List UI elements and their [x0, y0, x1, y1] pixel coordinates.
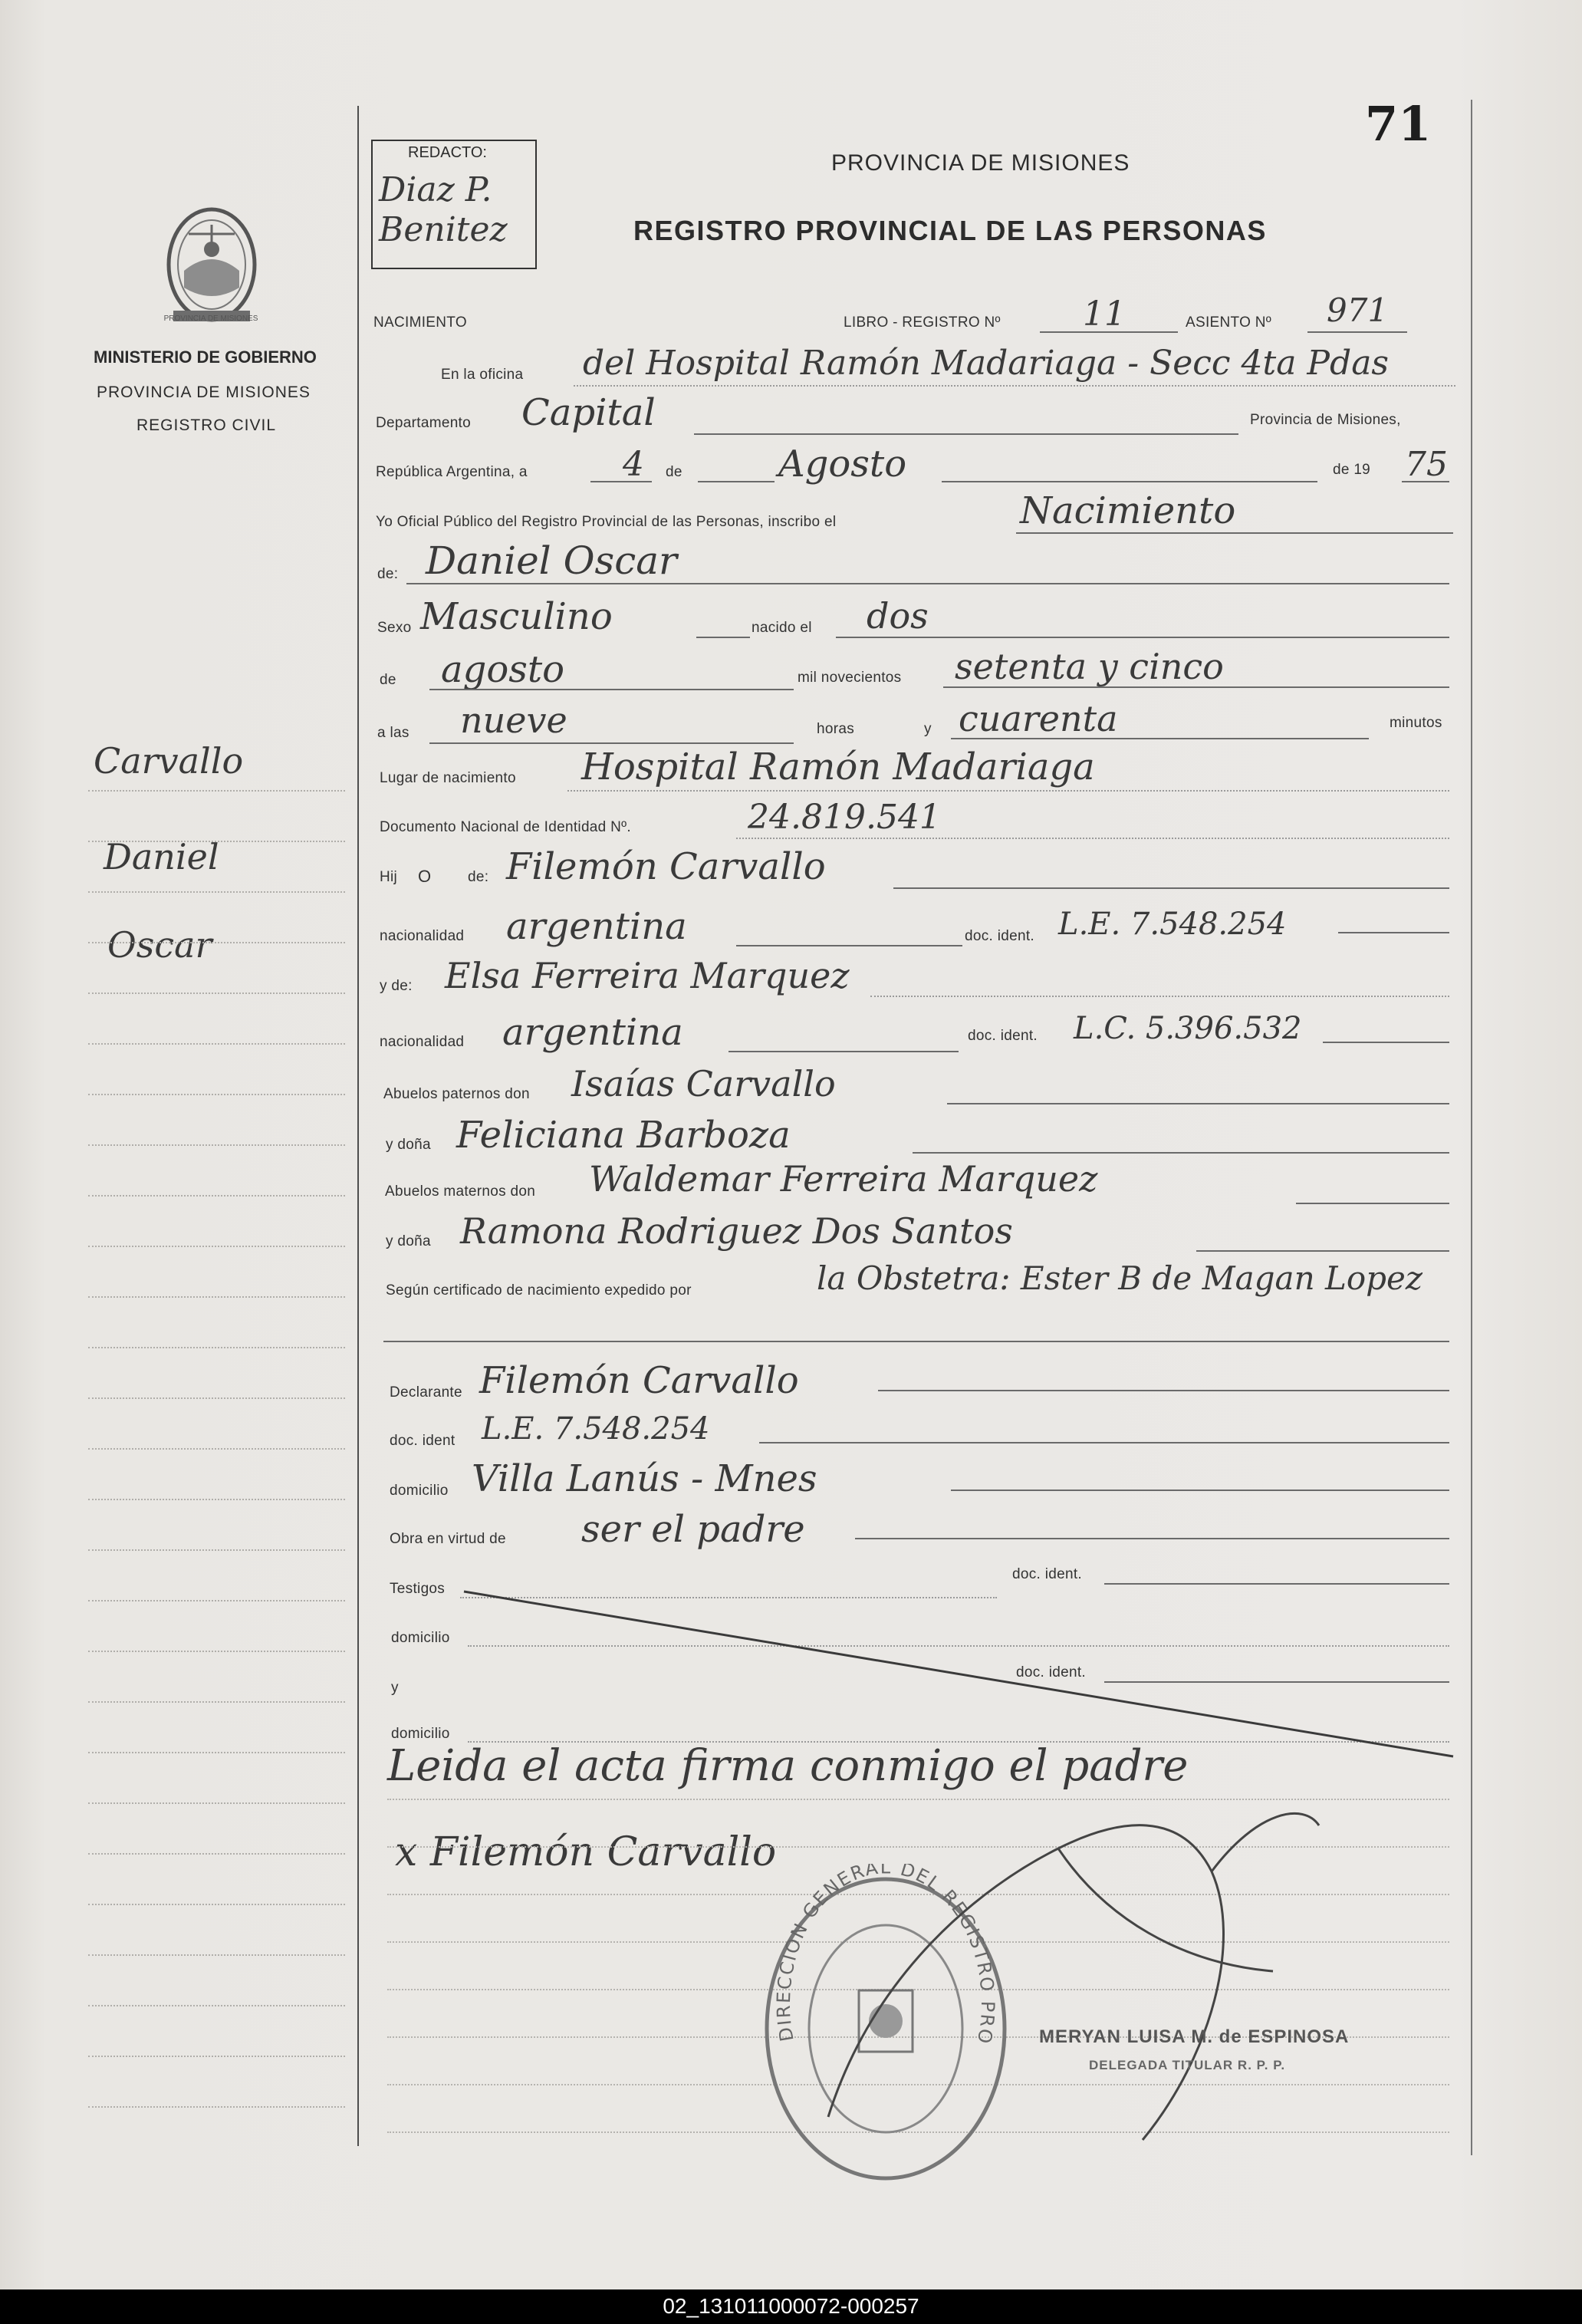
certificado-value: la Obstetra: Ester B de Magan Lopez — [817, 1259, 1423, 1297]
stamp-arc-text: DIRECCION GENERAL DEL REGISTRO PRO — [772, 1864, 999, 2046]
asiento-value: 971 — [1327, 291, 1389, 329]
margin-ruled-line — [88, 1195, 345, 1197]
sexo-label: Sexo — [377, 620, 412, 636]
doc-padre-value: L.E. 7.548.254 — [1058, 907, 1287, 942]
departamento-label: Departamento — [376, 415, 472, 431]
doc-declarante-label: doc. ident — [390, 1433, 456, 1449]
margin-ruled-line — [88, 1144, 345, 1146]
margin-ruled-line — [88, 942, 345, 943]
abuela-paterna-value: Feliciana Barboza — [456, 1114, 791, 1157]
coat-of-arms-seal — [150, 203, 273, 326]
oficina-label: En la oficina — [441, 367, 524, 383]
nacionalidad-padre-label: nacionalidad — [380, 928, 465, 944]
margin-ruled-line — [88, 1296, 345, 1298]
header-province: PROVINCIA DE MISIONES — [831, 150, 1130, 176]
right-margin-rule — [1471, 100, 1472, 2155]
oficina-value: del Hospital Ramón Madariaga - Secc 4ta Pdas — [583, 344, 1390, 383]
redacto-label: REDACTO: — [408, 144, 487, 161]
doc-declarante-value: L.E. 7.548.254 — [482, 1411, 710, 1447]
nacionalidad-madre-label: nacionalidad — [380, 1034, 465, 1050]
lugar-value: Hospital Ramón Madariaga — [581, 746, 1095, 788]
testigos-label: Testigos — [390, 1581, 446, 1597]
doc-padre-label: doc. ident. — [965, 928, 1034, 944]
dni-value: 24.819.541 — [748, 798, 941, 837]
minutos-value: cuarenta — [959, 698, 1118, 739]
margin-ruled-line — [88, 1347, 345, 1348]
page-number: 71 — [1365, 96, 1432, 152]
abuelo-materno-value: Waldemar Ferreira Marquez — [589, 1158, 1098, 1200]
nacido-value: dos — [867, 595, 929, 637]
nacimiento-label: NACIMIENTO — [373, 314, 467, 331]
declarante-label: Declarante — [390, 1384, 462, 1401]
obra-value: ser el padre — [581, 1508, 805, 1551]
yde-label: y de: — [380, 978, 413, 994]
nacionalidad-padre-value: argentina — [506, 905, 687, 948]
margin-ruled-line — [88, 1397, 345, 1399]
dni-label: Documento Nacional de Identidad Nº. — [380, 819, 631, 835]
seal-caption: PROVINCIA DE MISIONES — [163, 314, 258, 323]
margin-ruled-line — [88, 1448, 345, 1450]
year-prefix-label: de 19 — [1333, 462, 1371, 478]
inscribo-value: Nacimiento — [1020, 489, 1236, 532]
departamento-value: Capital — [521, 391, 656, 434]
anio-letras-value: setenta y cinco — [955, 646, 1224, 687]
closing-note: Leida el acta firma conmigo el padre — [387, 1741, 1189, 1791]
redacto-box — [371, 140, 537, 269]
declarante-signature: x Filemón Carvallo — [395, 1829, 777, 1875]
horas-label: horas — [817, 721, 855, 737]
certificado-label: Según certificado de nacimiento expedido por — [386, 1282, 692, 1299]
margin-ruled-line — [88, 2106, 345, 2108]
margin-ruled-line — [88, 1651, 345, 1652]
header-title: REGISTRO PROVINCIAL DE LAS PERSONAS — [633, 215, 1267, 246]
margin-ruled-line — [88, 1954, 345, 1956]
padre-value: Filemón Carvallo — [506, 845, 826, 888]
margin-ruled-line — [88, 1752, 345, 1753]
year-value: 75 — [1405, 445, 1448, 484]
oficial-label: Yo Oficial Público del Registro Provincial de las Personas, inscribo el — [376, 514, 837, 530]
ydona-paterna-label: y doña — [386, 1137, 431, 1153]
registrar-signature — [782, 1779, 1334, 2163]
sexo-value: Masculino — [420, 595, 613, 638]
y-testigo2-label: y — [391, 1680, 399, 1696]
margin-ruled-line — [88, 1499, 345, 1500]
provincia-label: Provincia de Misiones, — [1250, 412, 1401, 428]
margin-ruled-line — [88, 841, 345, 842]
footer-bar — [0, 2289, 1582, 2324]
margin-ruled-line — [88, 2005, 345, 2006]
declarante-value: Filemón Carvallo — [479, 1359, 799, 1402]
footer-code: 02_131011000072-000257 — [663, 2294, 919, 2318]
hijo-label: Hij — [380, 869, 398, 885]
mes2-value: agosto — [441, 648, 565, 691]
ydona-materna-label: y doña — [386, 1233, 431, 1249]
madre-value: Elsa Ferreira Marquez — [445, 955, 850, 996]
domicilio-testigo2-label: domicilio — [391, 1726, 450, 1742]
margin-second-name: Oscar — [107, 924, 212, 966]
margin-ruled-line — [88, 1549, 345, 1551]
doc-testigo1-label: doc. ident. — [1012, 1566, 1082, 1582]
margin-ruled-line — [88, 1904, 345, 1905]
minutos-label: minutos — [1390, 715, 1442, 731]
margin-ruled-line — [88, 1600, 345, 1601]
seal-emblem-icon — [150, 203, 273, 326]
abuelo-paterno-value: Isaías Carvallo — [571, 1063, 836, 1104]
margin-first-name: Daniel — [104, 836, 219, 877]
official-role: DELEGADA TITULAR R. P. P. — [1089, 2058, 1286, 2072]
doc-testigo2-label: doc. ident. — [1016, 1664, 1086, 1680]
asiento-label: ASIENTO Nº — [1186, 314, 1271, 331]
abuelos-maternos-label: Abuelos maternos don — [385, 1183, 536, 1200]
margin-ruled-line — [88, 1701, 345, 1703]
y-label: y — [924, 721, 932, 737]
margin-ruled-line — [88, 790, 345, 792]
obra-label: Obra en virtud de — [390, 1531, 506, 1547]
margin-ruled-line — [88, 1094, 345, 1095]
milnov-label: mil novecientos — [798, 670, 902, 686]
margin-rule — [357, 106, 359, 2146]
margin-ruled-line — [88, 1043, 345, 1045]
republica-label: República Argentina, a — [376, 464, 528, 480]
margin-surname: Carvallo — [94, 740, 244, 782]
ministry-label: MINISTERIO DE GOBIERNO — [94, 347, 317, 367]
lugar-label: Lugar de nacimiento — [380, 770, 516, 786]
hijo-de-label: de: — [468, 869, 489, 885]
margin-ruled-line — [88, 1853, 345, 1855]
libro-value: 11 — [1083, 295, 1126, 334]
abuelos-paternos-label: Abuelos paternos don — [383, 1086, 530, 1102]
sidebar-province: PROVINCIA DE MISIONES — [97, 383, 311, 401]
doc-madre-label: doc. ident. — [968, 1028, 1038, 1044]
margin-ruled-line — [88, 2056, 345, 2057]
sidebar-registry: REGISTRO CIVIL — [136, 416, 277, 434]
margin-ruled-line — [88, 992, 345, 994]
domicilio-testigo1-label: domicilio — [391, 1630, 450, 1646]
nacido-label: nacido el — [752, 620, 812, 636]
doc-madre-value: L.C. 5.396.532 — [1074, 1011, 1302, 1046]
official-name: MERYAN LUISA M. de ESPINOSA — [1039, 2026, 1350, 2047]
abuela-materna-value: Ramona Rodriguez Dos Santos — [460, 1210, 1013, 1252]
margin-ruled-line — [88, 1246, 345, 1247]
mes-value: Agosto — [778, 443, 907, 486]
horas-value: nueve — [460, 700, 567, 741]
redacto-signature: Diaz P. Benitez — [379, 170, 508, 249]
nombre-value: Daniel Oscar — [426, 538, 677, 583]
domicilio-label: domicilio — [390, 1483, 449, 1499]
alas-label: a las — [377, 725, 409, 741]
hijo-suffix: O — [418, 867, 432, 886]
de-label: de — [666, 464, 682, 480]
margin-ruled-line — [88, 1802, 345, 1804]
libro-label: LIBRO - REGISTRO Nº — [844, 314, 1001, 331]
domicilio-value: Villa Lanús - Mnes — [472, 1457, 817, 1500]
margin-ruled-line — [88, 891, 345, 893]
dia-value: 4 — [623, 445, 644, 484]
de-nombre-label: de: — [377, 566, 399, 582]
nacionalidad-madre-value: argentina — [502, 1011, 683, 1054]
de2-label: de — [380, 672, 396, 688]
